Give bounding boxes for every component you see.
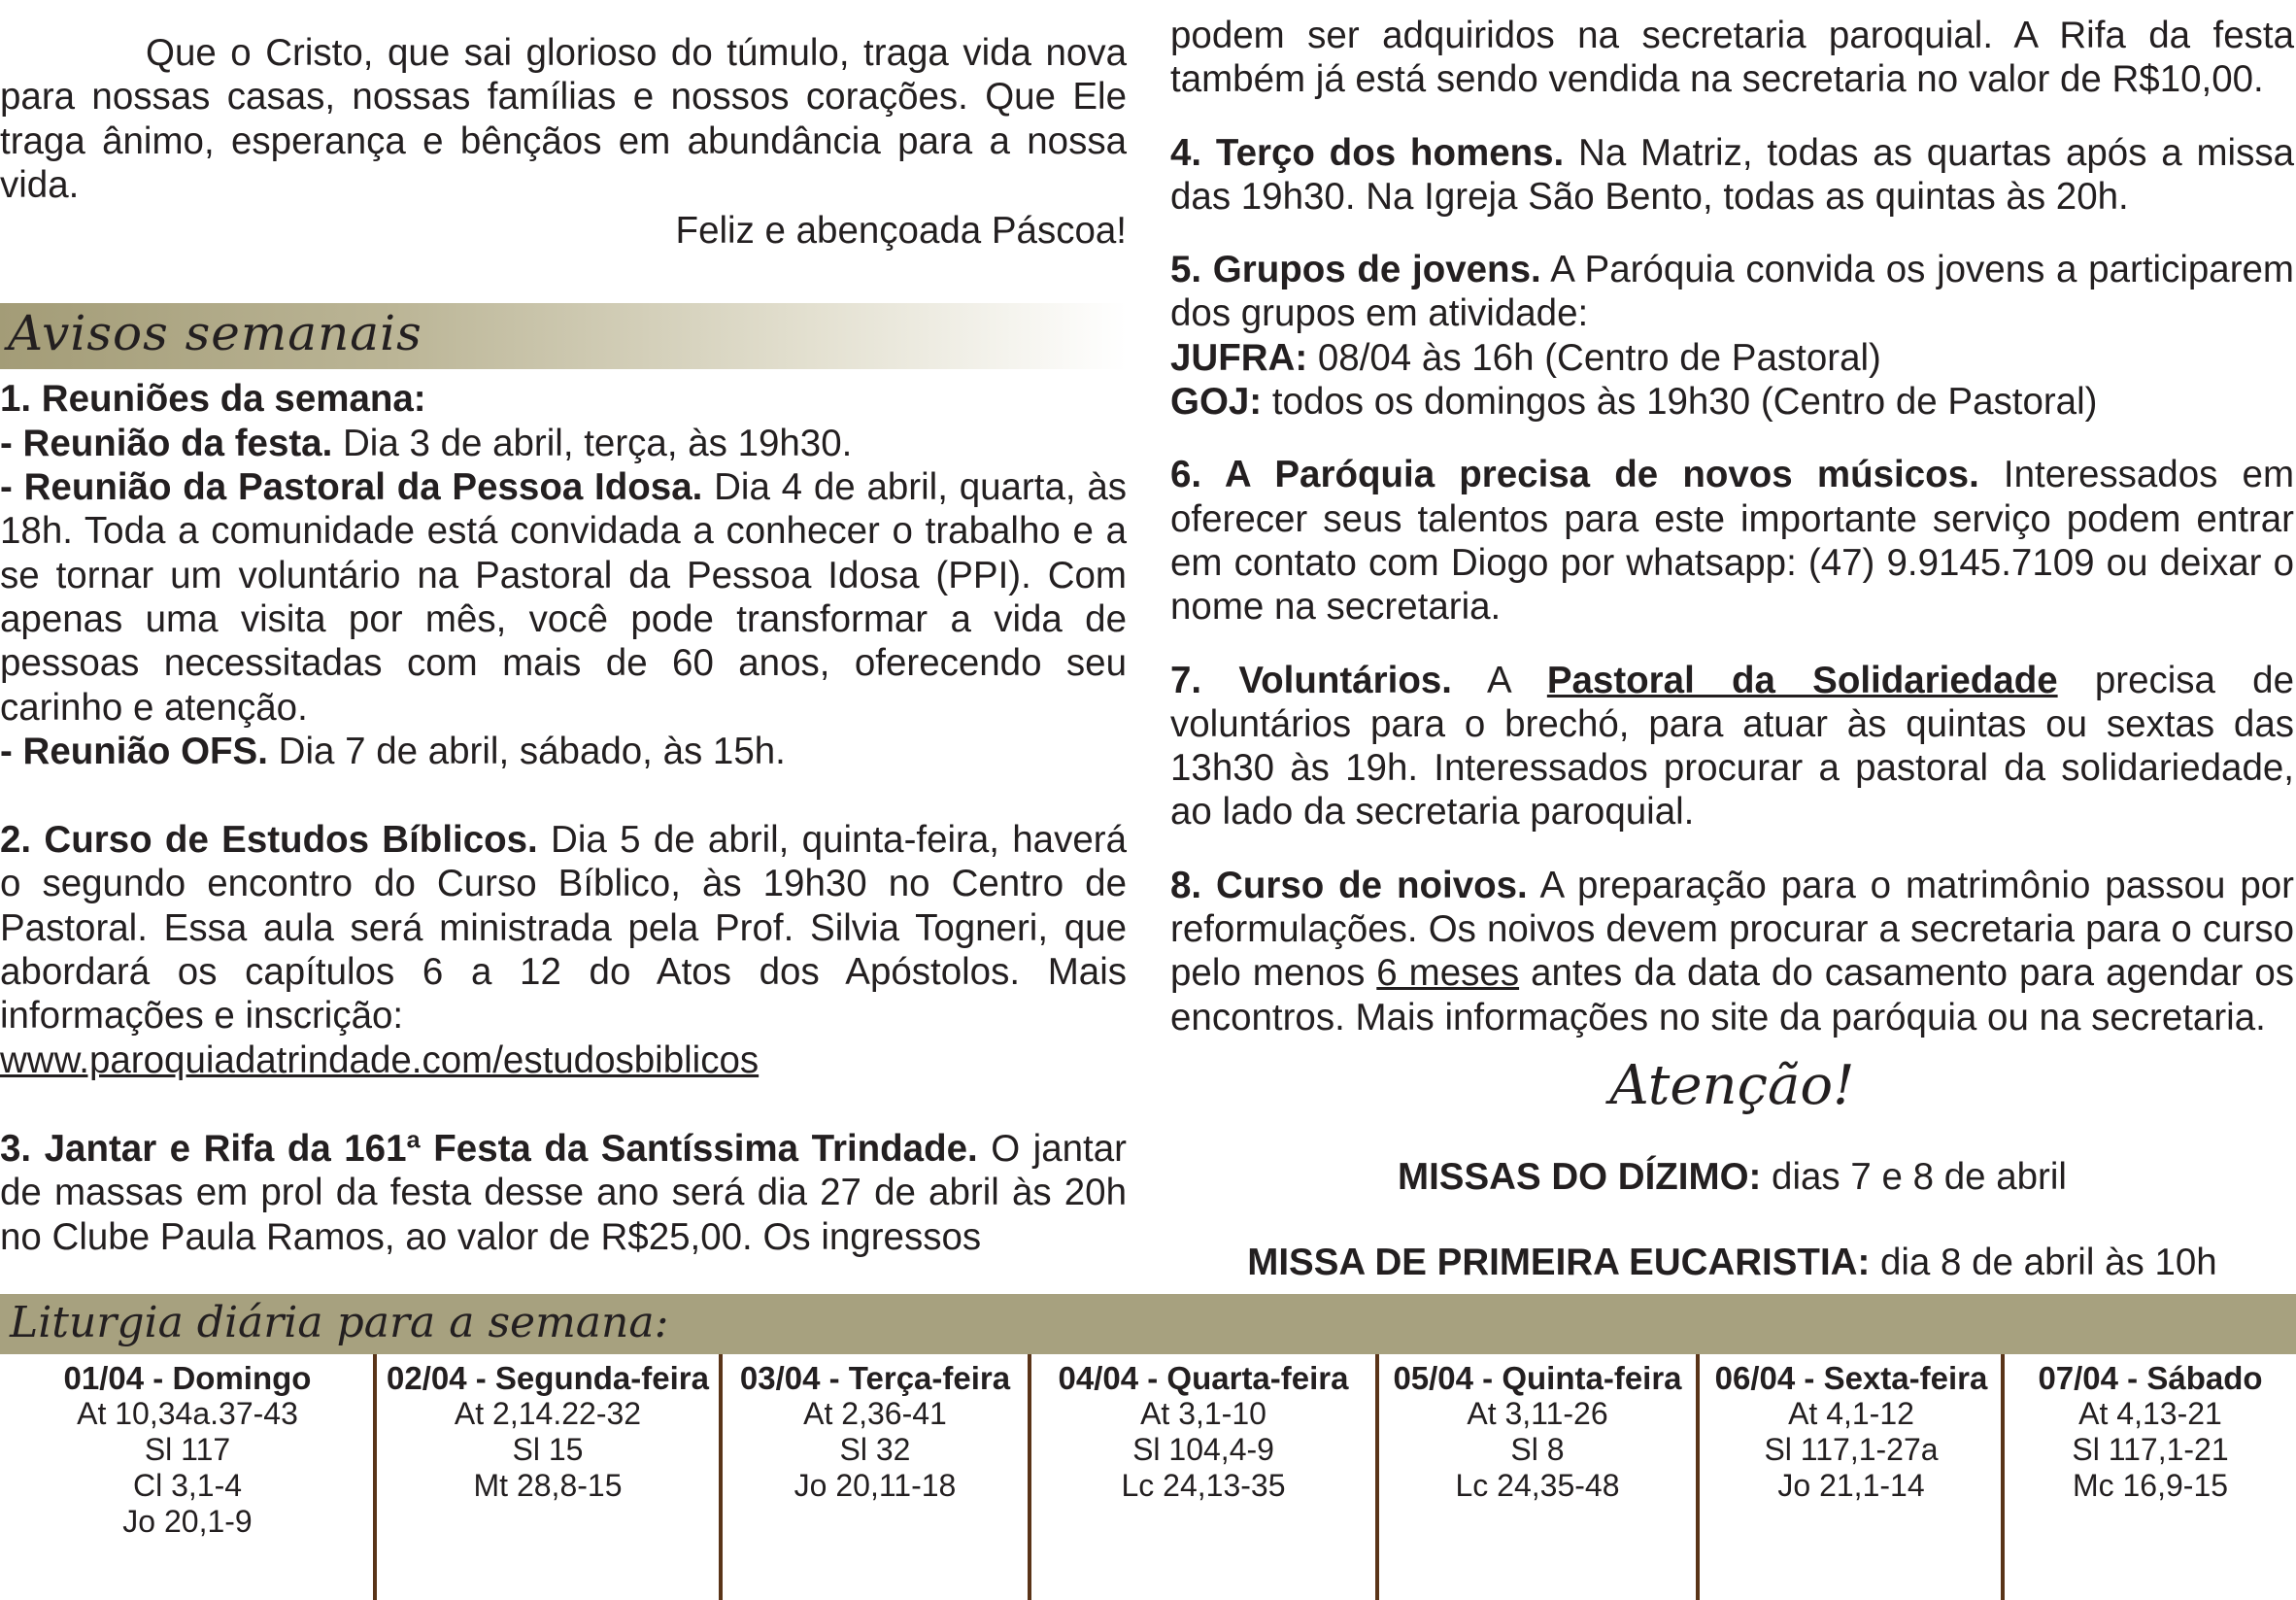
day-title: 02/04 - Segunda-feira	[387, 1360, 709, 1396]
avisos-title: Avisos semanais	[8, 305, 422, 361]
notice-5-youth-groups: 5. Grupos de jovens. A Paróquia convida os jovens a participarem dos grupos em atividade:	[1170, 249, 2294, 335]
notice-5-jufra: JUFRA: 08/04 às 16h (Centro de Pastoral)	[1170, 336, 1881, 379]
reading: Jo 20,1-9	[122, 1504, 253, 1539]
reading: At 4,1-12	[1788, 1396, 1914, 1431]
right-column	[1170, 14, 2294, 1039]
reading: Jo 21,1-14	[1777, 1468, 1925, 1503]
liturgy-header-band	[0, 1294, 2296, 1354]
reading: Sl 117,1-21	[2072, 1432, 2229, 1467]
day-title: 05/04 - Quinta-feira	[1393, 1360, 1682, 1396]
biblical-course-link[interactable]: www.paroquiadatrindade.com/estudosbiblicos	[0, 1038, 760, 1081]
reading: At 4,13-21	[2078, 1396, 2222, 1431]
easter-message: Que o Cristo, que sai glorioso do túmulo, traga vida nova para nossas casas, nossas famílias e nossos corações. Que Ele traga ânimo, esperança e bênçãos em abundância para a nossa vida.	[0, 32, 1127, 206]
reading: At 10,34a.37-43	[77, 1396, 298, 1431]
liturgy-day-wednesday	[1031, 1354, 1375, 1600]
reading: At 3,1-10	[1140, 1396, 1266, 1431]
day-title: 01/04 - Domingo	[63, 1360, 312, 1396]
notice-1-heading: 1. Reuniões da semana:	[0, 378, 426, 421]
notice-4-terco: 4. Terço dos homens. Na Matriz, todas as quartas após a missa das 19h30. Na Igreja São Bento, todas as quintas às 20h.	[1170, 131, 2294, 218]
reading: At 2,36-41	[803, 1396, 947, 1431]
reading: Sl 104,4-9	[1132, 1432, 1274, 1467]
reading: At 3,11-26	[1467, 1396, 1608, 1431]
liturgy-day-sunday	[0, 1354, 375, 1600]
reading: Sl 117,1-27a	[1764, 1432, 1939, 1467]
notice-8-engaged-course: 8. Curso de noivos. A preparação para o matrimônio passou por reformulações. Os noivos devem procurar a secretaria para o curso pelo menos 6 meses antes da data do casamento para agendar os encontros. Mais informações no site da paróquia ou na secretaria.	[1170, 864, 2294, 1038]
liturgy-day-friday	[1700, 1354, 2003, 1600]
easter-greeting: Feliz e abençoada Páscoa!	[675, 210, 1127, 253]
reading: Sl 32	[839, 1432, 911, 1467]
liturgy-day-thursday	[1379, 1354, 1696, 1600]
notice-1-ofs: - Reunião OFS. Dia 7 de abril, sábado, às 15h.	[0, 730, 786, 772]
notice-3-dinner-raffle: 3. Jantar e Rifa da 161ª Festa da Santíssima Trindade. O jantar de massas em prol da festa desse ano será dia 27 de abril às 20h no Clube Paula Ramos, ao valor de R$25,00. Os ingressos	[0, 1127, 1127, 1258]
notice-3-continued: podem ser adquiridos na secretaria paroquial. A Rifa da festa também já está sendo vendida na secretaria no valor de R$10,00.	[1170, 15, 2294, 101]
day-title: 06/04 - Sexta-feira	[1714, 1360, 1988, 1396]
left-column	[0, 0, 1127, 1259]
notice-5-goj: GOJ: todos os domingos às 19h30 (Centro de Pastoral)	[1170, 381, 2098, 424]
day-title: 07/04 - Sábado	[2038, 1360, 2263, 1396]
reading: Cl 3,1-4	[132, 1468, 243, 1503]
reading: Sl 15	[512, 1432, 584, 1467]
reading: Lc 24,13-35	[1121, 1468, 1286, 1503]
day-title: 04/04 - Quarta-feira	[1058, 1360, 1349, 1396]
liturgy-day-monday	[377, 1354, 719, 1600]
reading: Mt 28,8-15	[473, 1468, 623, 1503]
liturgy-day-saturday	[2005, 1354, 2296, 1600]
attention-title: Atenção!	[1609, 1054, 1855, 1117]
notice-1-festa: - Reunião da festa. Dia 3 de abril, terça, às 19h30.	[0, 422, 853, 464]
reading: Lc 24,35-48	[1455, 1468, 1620, 1503]
reading: Jo 20,11-18	[793, 1468, 957, 1503]
notice-1-ppi: - Reunião da Pastoral da Pessoa Idosa. Dia 4 de abril, quarta, às 18h. Toda a comunidade está convidada a conhecer o trabalho e a se tornar um voluntário na Pastoral da Pessoa Idosa (PPI). Com apenas uma visita por mês, você pode transformar a vida de pessoas necessitadas com mais de 60 anos, oferecendo seu carinho e atenção.	[0, 466, 1128, 729]
reading: Sl 8	[1510, 1432, 1565, 1467]
notice-2-biblical-course: 2. Curso de Estudos Bíblicos. Dia 5 de abril, quinta-feira, haverá o segundo encontro do Curso Bíblico, às 19h30 no Centro de Pastoral. Essa aula será ministrada pela Prof. Silvia Togneri, que abordará os capítulos 6 a 12 do Atos dos Apóstolos. Mais informações e inscrição:	[0, 819, 1127, 1038]
first-communion-mass: MISSA DE PRIMEIRA EUCARISTIA: dia 8 de abril às 10h	[1247, 1242, 2217, 1283]
avisos-header-band	[0, 303, 1127, 369]
day-title: 03/04 - Terça-feira	[739, 1360, 1011, 1396]
liturgy-table	[0, 1354, 2296, 1600]
notice-7-volunteers: 7. Voluntários. A Pastoral da Solidariedade precisa de voluntários para o brechó, para atuar às quintas ou sextas das 13h30 às 19h. Interessados procurar a pastoral da solidariedade, ao lado da secretaria paroquial.	[1170, 659, 2295, 834]
notice-6-musicians: 6. A Paróquia precisa de novos músicos. Interessados em oferecer seus talentos para este importante serviço podem entrar em contato com Diogo por whatsapp: (47) 9.9145.7109 ou deixar o nome na secretaria.	[1170, 454, 2295, 629]
reading: At 2,14.22-32	[454, 1396, 642, 1431]
tithe-masses: MISSAS DO DÍZIMO: dias 7 e 8 de abril	[1398, 1156, 2067, 1198]
liturgy-title: Liturgia diária para a semana:	[10, 1298, 669, 1347]
liturgy-day-tuesday	[723, 1354, 1028, 1600]
reading: Sl 117	[144, 1432, 231, 1467]
reading: Mc 16,9-15	[2072, 1468, 2229, 1503]
